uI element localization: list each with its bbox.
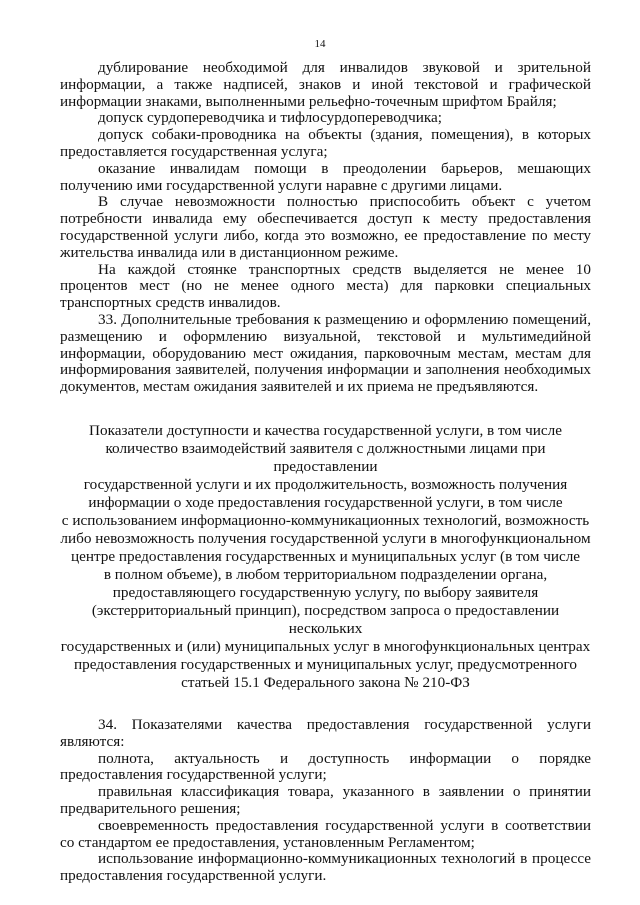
section-heading: [60, 422, 591, 692]
paragraph-sign-interpreter: допуск сурдопереводчика и тифлосурдопереводчика;: [98, 109, 442, 127]
paragraph-guide-dog: допуск собаки-проводника на объекты (здания, помещения), в которых предоставляется государственная услуга;: [60, 126, 591, 160]
document-body: [60, 60, 591, 885]
heading-line: информации о ходе предоставления государственной услуги, в том числе: [88, 493, 563, 511]
heading-line: в полном объеме), в любом территориальном подразделении органа,: [103, 565, 548, 583]
paragraph-assistance: оказание инвалидам помощи в преодолении барьеров, мешающих получению ими государственной услуги наравне с другими лицами.: [60, 159, 591, 194]
heading-line: статьей 15.1 Федерального закона № 210-ФЗ: [181, 673, 470, 691]
heading-line: государственных и (или) муниципальных услуг в многофункциональных центрах: [60, 637, 591, 655]
paragraph-ict-usage: использование информационно-коммуникационных технологий в процессе предоставления государственной услуги.: [60, 850, 591, 885]
heading-line: предоставляющего государственную услугу, по выбору заявителя: [112, 583, 539, 601]
paragraph-33: 33. Дополнительные требования к размещению и оформлению помещений, размещению и оформлению визуальной, текстовой и мультимедийной информации, оборудованию мест ожидания, парковочным местам, местам для информирования заявителей, получения информации и заполнения необходимых документов, местам ожидания заявителей и их приема не предъявляются.: [60, 310, 591, 396]
heading-line: количество взаимодействий заявителя с должностными лицами при предоставлении: [105, 439, 546, 475]
paragraph-classification: правильная классификация товара, указанного в заявлении о принятии предварительного решения;: [60, 783, 591, 817]
paragraph-34: 34. Показателями качества предоставления государственной услуги являются:: [60, 715, 591, 750]
paragraph-timeliness: своевременность предоставления государственной услуги в соответствии со стандартом ее предоставления, установленным Регламентом;: [60, 816, 591, 851]
paragraph-braille-duplication: дублирование необходимой для инвалидов звуковой и зрительной информации, а также надписей, знаков и иной текстовой и графической информации знаками, выполненными рельефно-точечным шрифтом Брайля;: [60, 59, 591, 110]
heading-line: государственной услуги и их продолжительность, возможность получения: [83, 475, 568, 493]
heading-line: (экстерриториальный принцип), посредством запроса о предоставлении нескольких: [91, 601, 560, 637]
heading-line: либо невозможность получения государственной услуги в многофункциональном: [60, 529, 591, 547]
paragraph-parking: На каждой стоянке транспортных средств выделяется не менее 10 процентов мест (но не менее одного места) для парковки специальных транспортных средств инвалидов.: [60, 260, 591, 312]
heading-line: предоставления государственных и муниципальных услуг, предусмотренного: [74, 655, 577, 673]
page-number: 14: [314, 38, 326, 50]
paragraph-remote-access: В случае невозможности полностью приспособить объект с учетом потребности инвалида ему обеспечивается доступ к месту предоставления государственной услуги либо, когда это возможно, ее предоставление по месту жительства инвалида или в дистанционном режиме.: [60, 193, 591, 261]
heading-line: Показатели доступности и качества государственной услуги, в том числе: [89, 421, 562, 439]
heading-line: центре предоставления государственных и муниципальных услуг (в том числе: [70, 547, 581, 565]
heading-line: с использованием информационно-коммуникационных технологий, возможность: [61, 511, 590, 529]
paragraph-completeness: полнота, актуальность и доступность информации о порядке предоставления государственной услуги;: [60, 749, 591, 784]
